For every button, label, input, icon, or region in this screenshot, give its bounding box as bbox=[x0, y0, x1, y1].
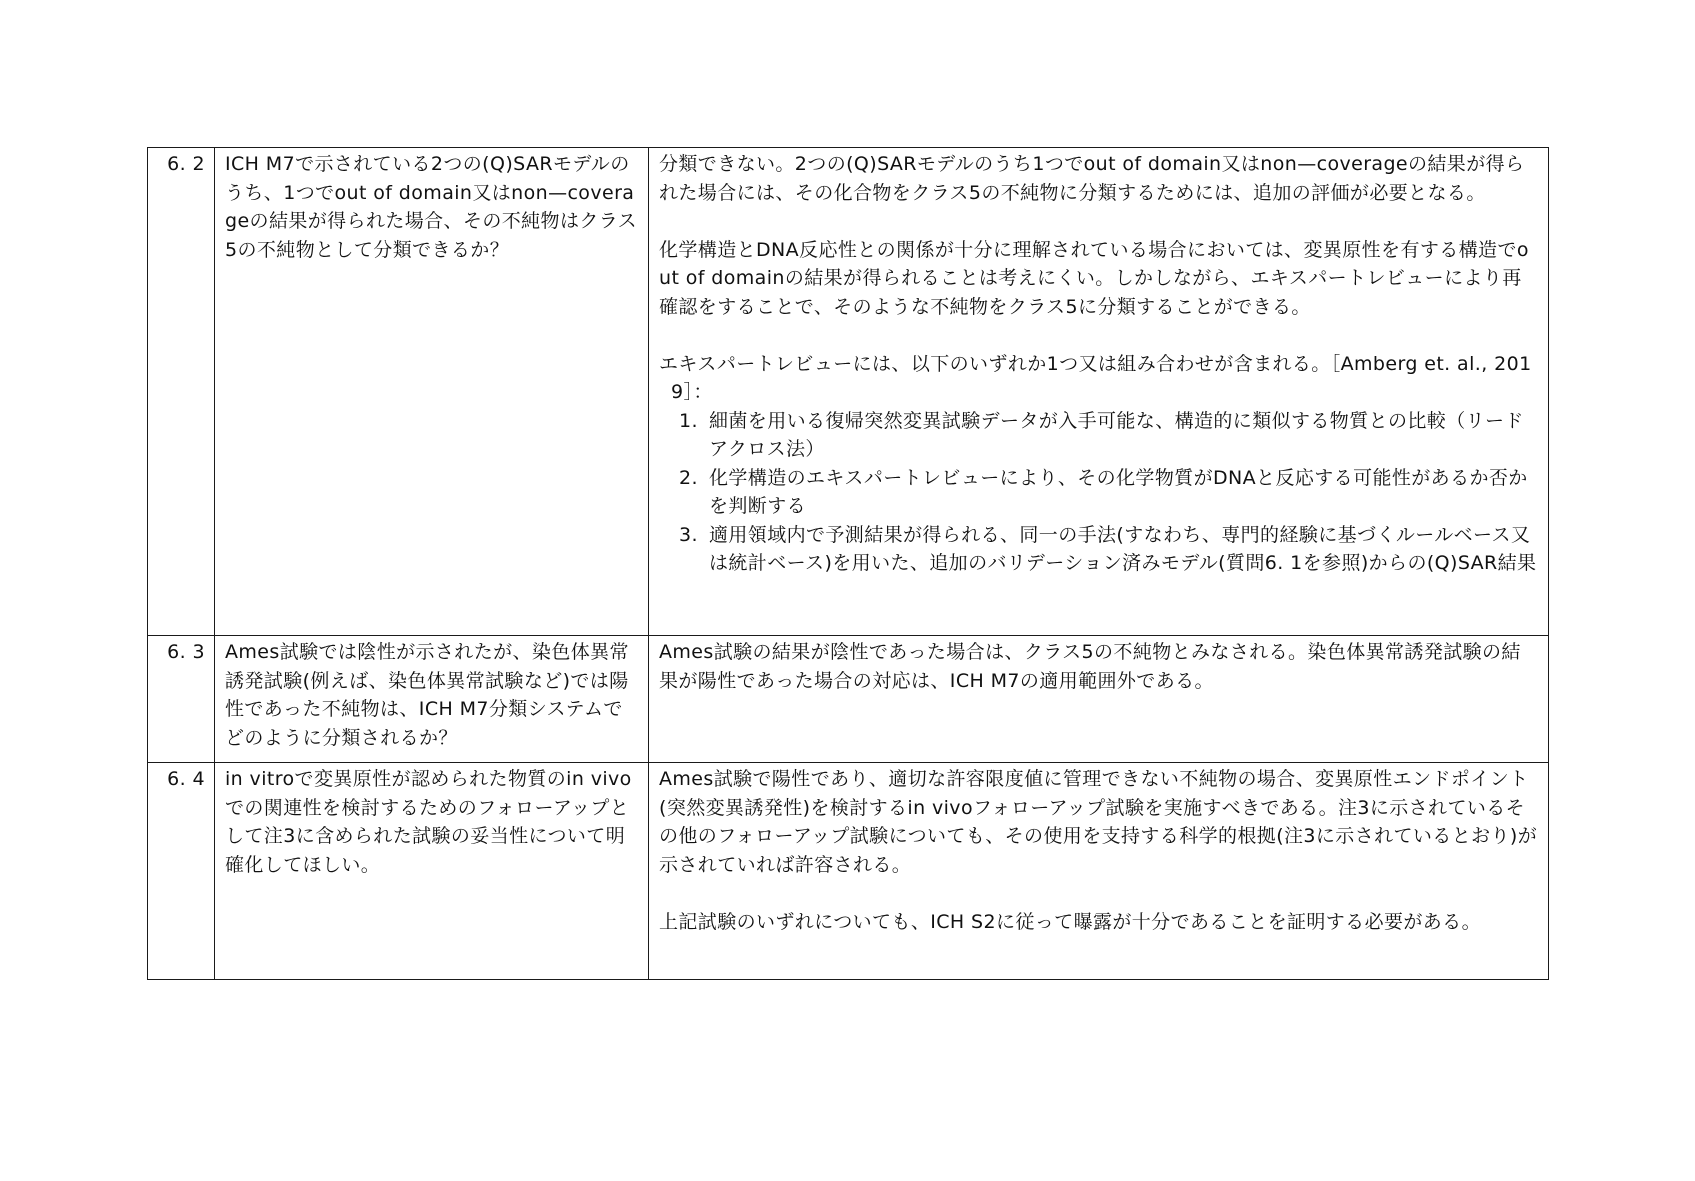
answer-cell bbox=[649, 763, 1549, 980]
list-item bbox=[679, 407, 1539, 464]
list-item bbox=[679, 521, 1539, 578]
question-number: 6. 4 bbox=[148, 763, 215, 980]
question-number: 6. 2 bbox=[148, 148, 215, 636]
list-item-text: 細菌を用いる復帰突然変異試験データが入手可能な、構造的に類似する物質との比較（リードアクロス法） bbox=[709, 409, 1524, 460]
qa-table bbox=[147, 147, 1549, 980]
answer-paragraph: Ames試験で陽性であり、適切な許容限度値に管理できない不純物の場合、変異原性エンドポイント(突然変異誘発性)を検討するin vivoフォローアップ試験を実施すべきである。注3に示されているその他のフォローアップ試験についても、その使用を支持する科学的根拠(注3に示されているとおり)が示されていれば許容される。 bbox=[659, 768, 1538, 876]
question-text: ICH M7で示されている2つの(Q)SARモデルのうち、1つでout of domain又はnon—coverageの結果が得られた場合、その不純物はクラス5の不純物として分類できるか？ bbox=[215, 148, 649, 636]
table-row bbox=[148, 763, 1549, 980]
list-item-text: 化学構造のエキスパートレビューにより、その化学物質がDNAと反応する可能性があるか否かを判断する bbox=[709, 466, 1528, 517]
list-item-number: 3. bbox=[679, 523, 698, 546]
question-text: Ames試験では陰性が示されたが、染色体異常誘発試験(例えば、染色体異常試験など)では陽性であった不純物は、ICH M7分類システムでどのように分類されるか？ bbox=[215, 636, 649, 763]
list-item bbox=[679, 464, 1539, 521]
list-item-number: 1. bbox=[679, 409, 698, 432]
answer-paragraph: Ames試験の結果が陰性であった場合は、クラス5の不純物とみなされる。染色体異常誘発試験の結果が陽性であった場合の対応は、ICH M7の適用範囲外である。 bbox=[659, 641, 1521, 692]
list-item-text: 適用領域内で予測結果が得られる、同一の手法(すなわち、専門的経験に基づくルールベース又は統計ベース)を用いた、追加のバリデーション済みモデル(質問6. 1を参照)からの(Q)SAR結果 bbox=[709, 523, 1537, 574]
answer-cell bbox=[649, 636, 1549, 763]
answer-paragraph: 分類できない。2つの(Q)SARモデルのうち1つでout of domain又はnon—coverageの結果が得られた場合には、その化合物をクラス5の不純物に分類するためには、追加の評価が必要となる。 bbox=[659, 153, 1525, 204]
answer-cell bbox=[649, 148, 1549, 636]
answer-paragraph: エキスパートレビューには、以下のいずれか1つ又は組み合わせが含まれる。［Amberg et. al., 2019］： bbox=[659, 352, 1532, 403]
question-number: 6. 3 bbox=[148, 636, 215, 763]
answer-paragraph: 化学構造とDNA反応性との関係が十分に理解されている場合においては、変異原性を有する構造でout of domainの結果が得られることは考えにくい。しかしながら、エキスパートレビューにより再確認をすることで、そのような不純物をクラス5に分類することができる。 bbox=[659, 238, 1529, 318]
expert-review-list bbox=[659, 407, 1539, 578]
table-row bbox=[148, 148, 1549, 636]
table-row bbox=[148, 636, 1549, 763]
answer-paragraph: 上記試験のいずれについても、ICH S2に従って曝露が十分であることを証明する必要がある。 bbox=[659, 910, 1481, 933]
list-item-number: 2. bbox=[679, 466, 698, 489]
question-text: in vitroで変異原性が認められた物質のin vivoでの関連性を検討するためのフォローアップとして注3に含められた試験の妥当性について明確化してほしい。 bbox=[215, 763, 649, 980]
